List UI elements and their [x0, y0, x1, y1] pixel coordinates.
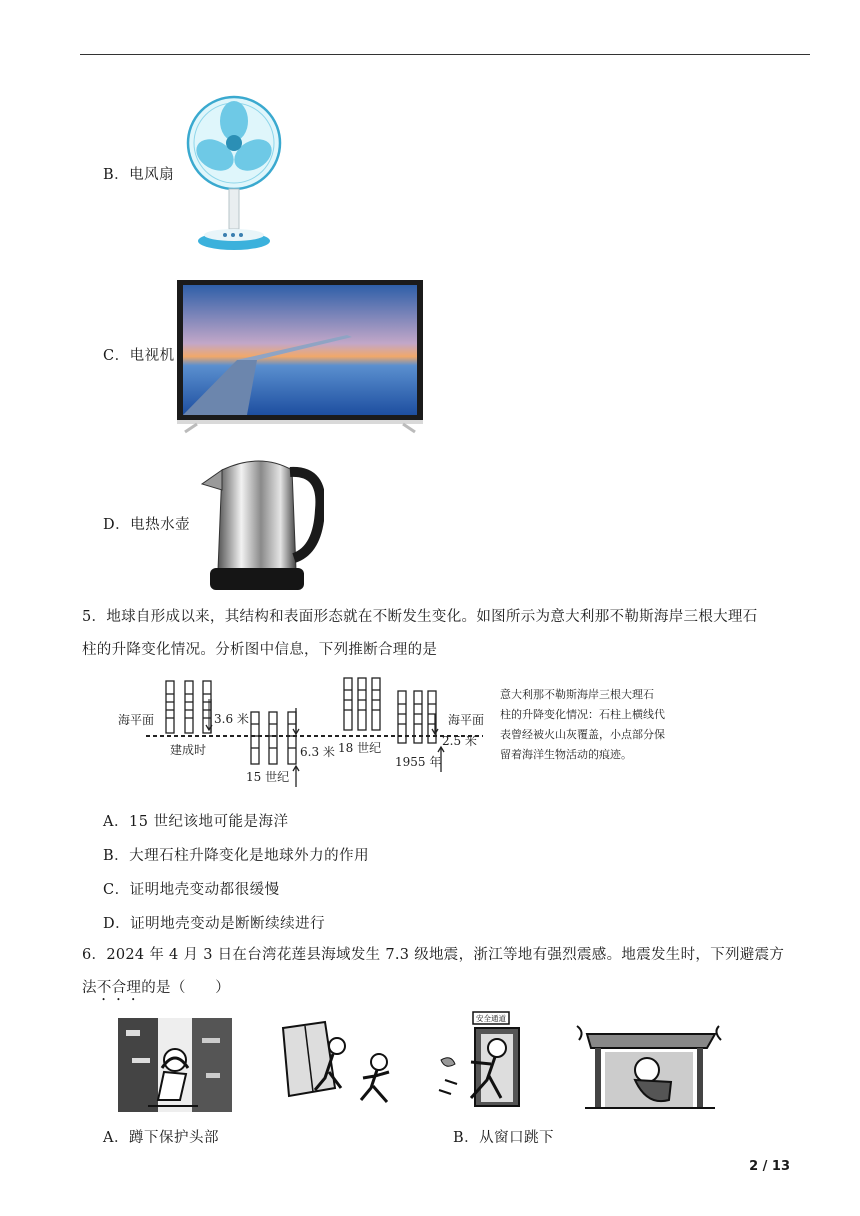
- option-text: 证明地壳变动是断断续续进行: [130, 916, 326, 932]
- exit-sign-text: 安全通道: [476, 1014, 506, 1023]
- figure-caption-line-2: 柱的升降变化情况：石柱上横线代: [500, 708, 665, 721]
- columns-built: [166, 681, 212, 733]
- question-6-line-1: 6．2024 年 4 月 3 日在台湾花莲县海域发生 7.3 级地震，浙江等地有强烈震感。地震发生时，下列避震方: [82, 947, 785, 963]
- stage-built-label: 建成时: [170, 743, 207, 757]
- television-image: [177, 280, 431, 434]
- figure-caption-line-1: 意大利那不勒斯海岸三根大理石: [500, 688, 654, 701]
- question-5-line-1: 5．地球自形成以来，其结构和表面形态就在不断发生变化。如图所示为意大利那不勒斯海岸三根大理石: [82, 609, 758, 625]
- option-text: 大理石柱升降变化是地球外力的作用: [129, 848, 370, 864]
- question-5-line-2: 柱的升降变化情况。分析图中信息，下列推断合理的是: [82, 642, 438, 658]
- label-2-5-m: 2.5 米: [442, 734, 477, 748]
- columns-18th-century: [344, 678, 380, 730]
- stage-1955-label: 1955 年: [395, 755, 442, 769]
- option-text: 15 世纪该地可能是海洋: [128, 814, 289, 830]
- jump-from-window-image: [275, 1018, 405, 1110]
- figure-caption-line-3: 表曾经被火山灰覆盖，小点部分保: [500, 728, 665, 741]
- option-text: 电热水壶: [130, 517, 191, 533]
- question-6-line-2-post: 的是（ ）: [141, 980, 231, 996]
- crouch-protect-head-image: [118, 1018, 232, 1112]
- stage-15th-century-label: 15 世纪: [246, 770, 290, 784]
- electric-fan-image: [185, 95, 283, 253]
- marble-columns-figure: [108, 674, 708, 794]
- q5-option-b: [103, 844, 369, 865]
- option-text: 电风扇: [129, 167, 175, 183]
- header-rule: [80, 54, 810, 55]
- q6-option-b: [453, 1126, 554, 1147]
- option-letter: B．: [453, 1130, 480, 1146]
- figure-caption-line-4: 留着海洋生物活动的痕迹。: [500, 748, 632, 761]
- option-letter: B．: [103, 167, 130, 183]
- option-letter: A．: [103, 814, 129, 830]
- q6-option-a: [103, 1126, 219, 1147]
- stage-18th-century-label: 18 世纪: [338, 741, 382, 755]
- question-5-text: [82, 601, 812, 667]
- option-b-fan: [103, 163, 174, 184]
- emphasized-not-reasonable: 不合理: [96, 980, 142, 996]
- label-6-3-m: 6.3 米: [300, 745, 335, 759]
- option-letter: D．: [103, 916, 131, 932]
- option-text: 证明地壳变动都很缓慢: [129, 882, 280, 898]
- hide-under-table-image: [575, 1022, 725, 1112]
- q5-option-a: [103, 810, 289, 831]
- option-letter: D．: [103, 517, 131, 533]
- option-letter: A．: [103, 1130, 129, 1146]
- q5-option-c: [103, 878, 280, 899]
- sea-level-label-left: 海平面: [118, 713, 155, 727]
- sea-level-label-right: 海平面: [448, 713, 485, 727]
- question-6-line-2: [82, 972, 812, 1005]
- option-c-tv: [103, 344, 175, 365]
- option-d-kettle: [103, 513, 190, 534]
- option-text: 蹲下保护头部: [128, 1130, 219, 1146]
- question-6-text: [82, 939, 812, 1005]
- option-text: 从窗口跳下: [479, 1130, 555, 1146]
- emergency-exit-run-image: [435, 1010, 545, 1112]
- question-6-line-2-pre: 法: [82, 980, 97, 996]
- option-letter: C．: [103, 882, 130, 898]
- option-letter: C．: [103, 348, 130, 364]
- electric-kettle-image: [200, 450, 324, 595]
- option-letter: B．: [103, 848, 130, 864]
- q5-option-d: [103, 912, 325, 933]
- page-number: 2 / 13: [749, 1159, 790, 1174]
- label-3-6-m: 3.6 米: [214, 712, 249, 726]
- option-text: 电视机: [129, 348, 175, 364]
